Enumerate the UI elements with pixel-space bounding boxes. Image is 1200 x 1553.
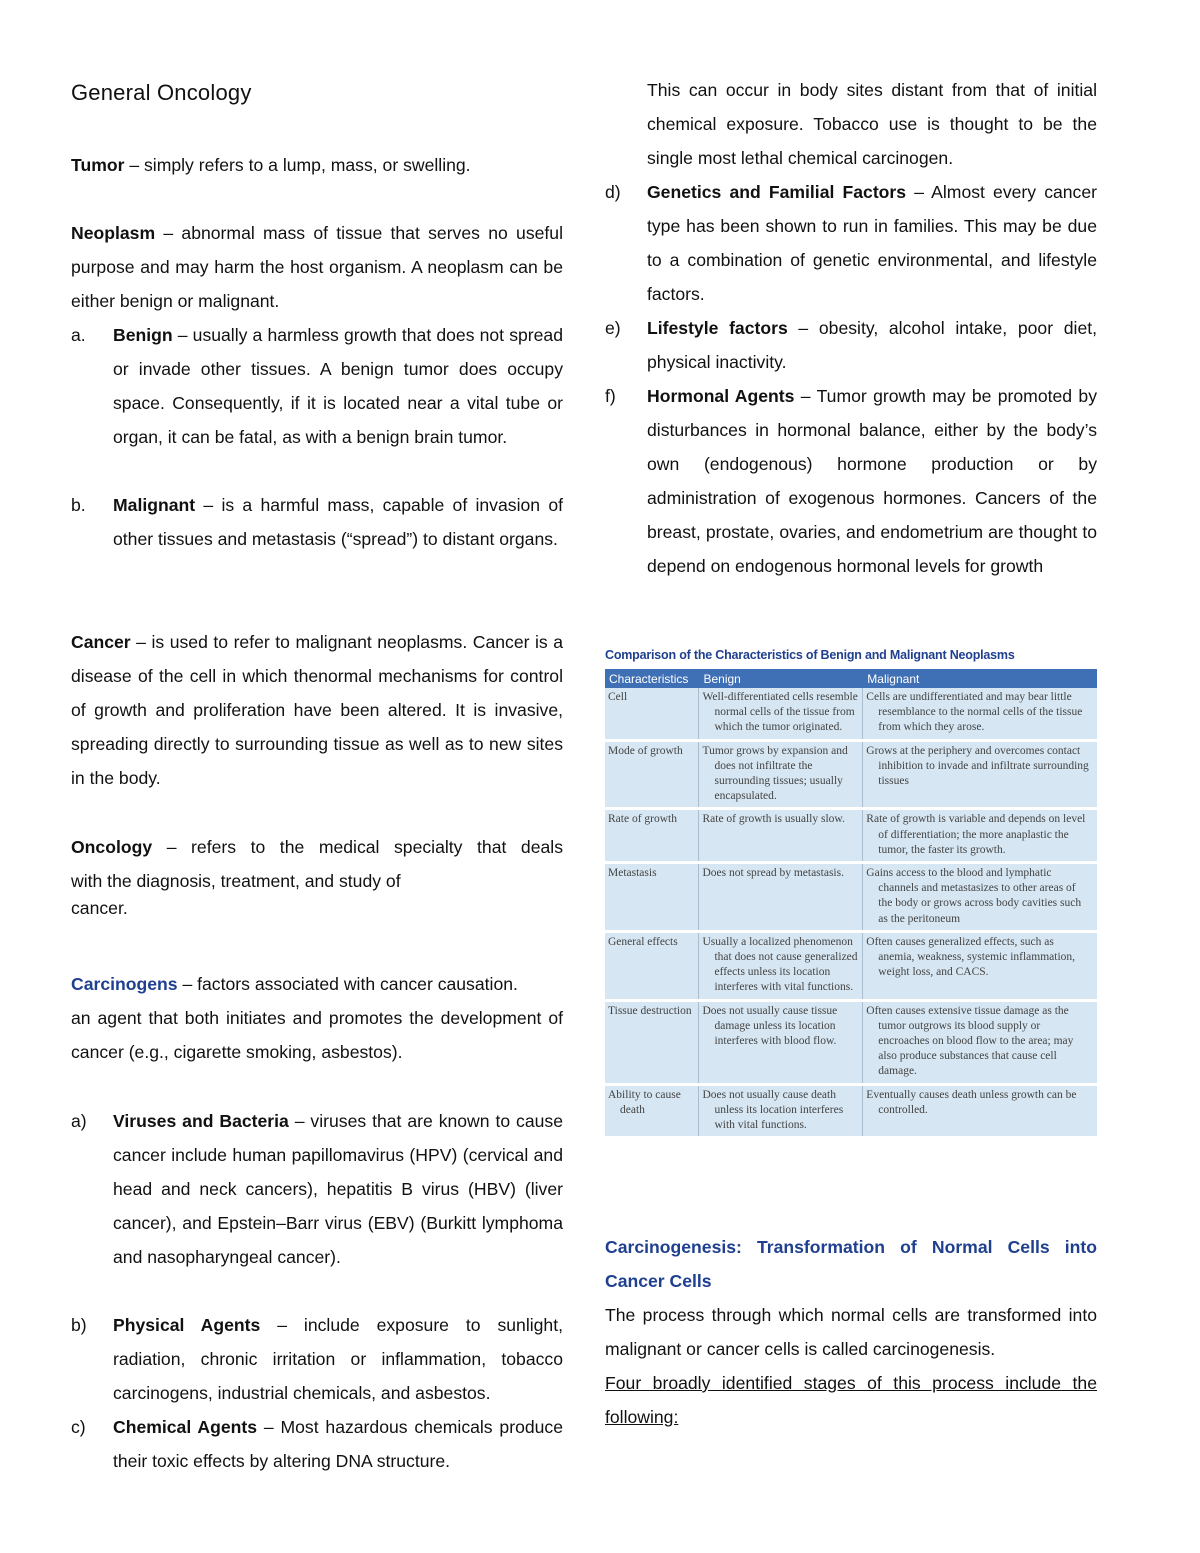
- table-cell: Rate of growth is variable and depends on level of differentiation; the more anaplastic the tumor, the faster its growth.: [863, 809, 1097, 863]
- table-cell: Cell: [605, 688, 699, 740]
- table-cell: Does not usually cause tissue damage unless its location interferes with blood flow.: [699, 1000, 863, 1084]
- table-cell: Often causes generalized effects, such as anemia, weakness, systemic inflammation, weight loss, and CACS.: [863, 931, 1097, 1000]
- table-cell: Metastasis: [605, 863, 699, 932]
- table-cell: Does not usually cause death unless its location interferes with vital functions.: [699, 1084, 863, 1138]
- list-item-chemical: c) Chemical Agents – Most hazardous chemicals produce their toxic effects by altering DNA structure.: [71, 1410, 563, 1478]
- table-cell: Often causes extensive tissue damage as the tumor outgrows its blood supply or encroaches on blood flow to the area; may also produce substances that cause cell damage.: [863, 1000, 1097, 1084]
- term-malignant: Malignant: [113, 495, 196, 515]
- table-cell: Well-differentiated cells resemble normal cells of the tissue from which the tumor originated.: [699, 688, 863, 740]
- table-cell: Tumor grows by expansion and does not infiltrate the surrounding tissues; usually encapsulated.: [699, 740, 863, 809]
- table-row: [605, 863, 1097, 932]
- table-header: Malignant: [863, 669, 1097, 688]
- table-header-row: [605, 669, 1097, 688]
- term-hormonal: Hormonal Agents: [647, 386, 795, 406]
- term-tumor: Tumor: [71, 155, 125, 175]
- list-marker: c): [71, 1417, 86, 1437]
- term-chemical: Chemical Agents: [113, 1417, 258, 1437]
- term-cancer: Cancer: [71, 632, 131, 652]
- table-row: [605, 740, 1097, 809]
- table-cell: Tissue destruction: [605, 1000, 699, 1084]
- list-marker: b.: [71, 495, 86, 515]
- table-cell: Ability to cause death: [605, 1084, 699, 1138]
- table-cell: Usually a localized phenomenon that does not cause generalized effects unless its location interferes with vital functions.: [699, 931, 863, 1000]
- table-cell: Rate of growth: [605, 809, 699, 863]
- list-item-malignant: b. Malignant – is a harmful mass, capable of invasion of other tissues and metastasis (“spread”) to distant organs.: [71, 488, 563, 556]
- table-row: [605, 809, 1097, 863]
- list-marker: d): [605, 182, 621, 202]
- table-row: [605, 688, 1097, 740]
- list-marker: f): [605, 386, 616, 406]
- list-marker: b): [71, 1315, 87, 1335]
- table-cell: Cells are undifferentiated and may bear little resemblance to the normal cells of the tissue from which they arose.: [863, 688, 1097, 740]
- section-heading: Carcinogenesis: Transformation of Normal Cells into Cancer Cells: [605, 1237, 1097, 1291]
- term-neoplasm: Neoplasm: [71, 223, 156, 243]
- term-viruses: Viruses and Bacteria: [113, 1111, 289, 1131]
- oncology-definition: Oncology – refers to the medical specialty that deals with the diagnosis, treatment, and study of cancer.: [71, 837, 563, 918]
- term-oncology: Oncology: [71, 837, 153, 857]
- table-cell: Grows at the periphery and overcomes contact inhibition to invade and infiltrate surrounding tissues: [863, 740, 1097, 809]
- tumor-definition: Tumor – simply refers to a lump, mass, or swelling.: [71, 155, 471, 175]
- list-marker: a.: [71, 325, 86, 345]
- comparison-table: [605, 669, 1097, 1139]
- table-cell: Gains access to the blood and lymphatic channels and metastasizes to other areas of the body or grows across body cavities such as the peritoneum: [863, 863, 1097, 932]
- list-marker: a): [71, 1111, 87, 1131]
- table-cell: Does not spread by metastasis.: [699, 863, 863, 932]
- list-item-lifestyle: e) Lifestyle factors – obesity, alcohol intake, poor diet, physical inactivity.: [605, 311, 1097, 379]
- list-item-genetics: d) Genetics and Familial Factors – Almost every cancer type has been shown to run in families. This may be due to a combination of genetic environmental, and lifestyle factors.: [605, 175, 1097, 311]
- term-benign: Benign: [113, 325, 173, 345]
- term-physical: Physical Agents: [113, 1315, 261, 1335]
- term-carcinogens: Carcinogens: [71, 974, 178, 994]
- underlined-text: Four broadly identified stages of this process include the following:: [605, 1373, 1097, 1427]
- page-title: General Oncology: [71, 80, 252, 105]
- carcinogenesis-text: The process through which normal cells are transformed into malignant or cancer cells is called carcinogenesis.: [605, 1305, 1097, 1359]
- table-title: Comparison of the Characteristics of Benign and Malignant Neoplasms: [605, 648, 1015, 662]
- chemical-continuation: This can occur in body sites distant from that of initial chemical exposure. Tobacco use is thought to be the single most lethal chemical carcinogen.: [647, 80, 1097, 168]
- table-row: [605, 931, 1097, 1000]
- table-header: Characteristics: [605, 669, 699, 688]
- carcinogens-definition: Carcinogens – factors associated with cancer causation. an agent that both initiates and promotes the development of cancer (e.g., cigarette smoking, asbestos).: [71, 974, 563, 1062]
- list-item-physical: b) Physical Agents – include exposure to sunlight, radiation, chronic irritation or inflammation, tobacco carcinogens, industrial chemicals, and asbestos.: [71, 1308, 563, 1410]
- list-item-benign: a. Benign – usually a harmless growth that does not spread or invade other tissues. A benign tumor does occupy space. Consequently, if it is located near a vital tube or organ, it can be fatal, as with a benign brain tumor.: [71, 318, 563, 454]
- term-genetics: Genetics and Familial Factors: [647, 182, 907, 202]
- cancer-definition: Cancer – is used to refer to malignant neoplasms. Cancer is a disease of the cell in which thenormal mechanisms for control of growth and proliferation have been altered. It is invasive, spreading directly to surrounding tissue as well as to new sites in the body.: [71, 632, 563, 788]
- neoplasm-definition: Neoplasm – abnormal mass of tissue that serves no useful purpose and may harm the host organism. A neoplasm can be either benign or malignant.: [71, 223, 563, 311]
- table-cell: Eventually causes death unless growth can be controlled.: [863, 1084, 1097, 1138]
- table-cell: Mode of growth: [605, 740, 699, 809]
- list-item-viruses: a) Viruses and Bacteria – viruses that are known to cause cancer include human papillomavirus (HPV) (cervical and head and neck cancers), hepatitis B virus (HBV) (liver cancer), and Epstein–Barr virus (EBV) (Burkitt lymphoma and nasopharyngeal cancer).: [71, 1104, 563, 1274]
- list-marker: e): [605, 318, 621, 338]
- carcinogenesis-section: [605, 1230, 1097, 1434]
- table-row: [605, 1000, 1097, 1084]
- table-cell: General effects: [605, 931, 699, 1000]
- list-item-hormonal: f) Hormonal Agents – Tumor growth may be promoted by disturbances in hormonal balance, either by the body’s own (endogenous) hormone production or by administration of exogenous hormones. Cancers of the breast, prostate, ovaries, and endometrium are thought to depend on endogenous hormonal levels for growth: [605, 379, 1097, 583]
- table-header: Benign: [699, 669, 863, 688]
- table-cell: Rate of growth is usually slow.: [699, 809, 863, 863]
- table-row: [605, 1084, 1097, 1138]
- term-lifestyle: Lifestyle factors: [647, 318, 788, 338]
